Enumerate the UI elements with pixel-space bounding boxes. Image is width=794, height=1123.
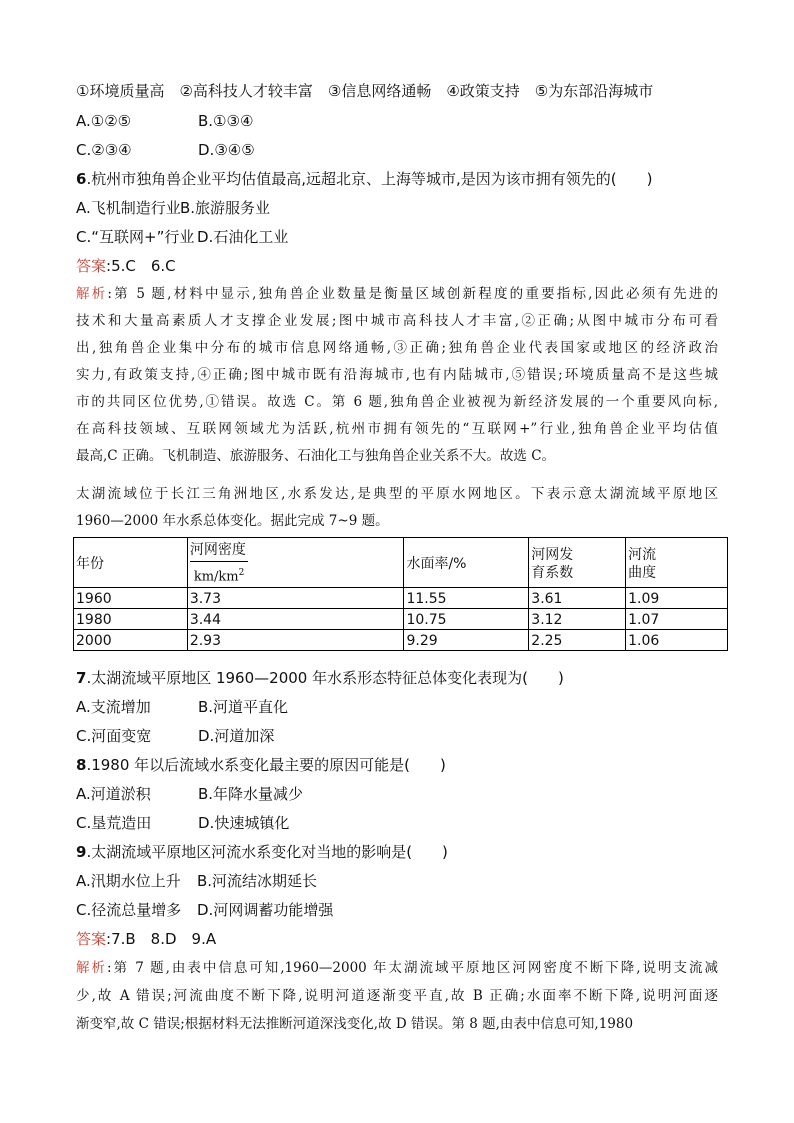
q7-option-a: A.支流增加 <box>76 698 151 716</box>
table-header-row <box>74 538 728 588</box>
analysis-2-line-3: 渐变窄,故 C 错误;根据材料无法推断河道深浅变化,故 D 错误。第 8 题,由表中信息可知,1980 <box>76 1016 634 1032</box>
q7-options-row-1 <box>76 697 288 717</box>
header-network-coeff: 河网发 育系数 <box>529 538 626 588</box>
q6-text: .杭州市独角兽企业平均估值最高,远超北京、上海等城市,是因为该市拥有领先的( ) <box>86 170 653 188</box>
table-row <box>74 609 728 630</box>
cell-network-coeff: 3.12 <box>529 609 626 630</box>
table-row <box>74 630 728 651</box>
q8-option-b: B.年降水量减少 <box>198 785 304 803</box>
analysis-2-line-2: 少,故 A 错误;河流曲度不断下降,说明河道逐渐变平直,故 B 正确;水面率不断下降,说明河面逐 <box>76 988 718 1004</box>
q9-options-row-1 <box>76 871 317 891</box>
analysis-1-line-2: 技术和大量高素质人才支撑企业发展;图中城市高科技人才丰富,②正确;从图中城市分布可看 <box>76 313 718 329</box>
q9-option-b: B.河流结冰期延长 <box>197 872 318 890</box>
answer-text: :5.C 6.C <box>106 257 176 275</box>
q6-options-row-1 <box>76 198 270 218</box>
cell-year: 1980 <box>74 609 188 630</box>
q8-text: .1980 年以后流域水系变化最主要的原因可能是( ) <box>86 756 446 774</box>
q5-option-b: B.①③④ <box>198 112 254 130</box>
q9-option-a: A.汛期水位上升 <box>76 872 181 890</box>
table-row <box>74 588 728 609</box>
cell-network-coeff: 2.25 <box>529 630 626 651</box>
q8-number: 8 <box>76 756 87 774</box>
q5-option-c: C.②③④ <box>76 141 132 159</box>
cell-network-coeff: 3.61 <box>529 588 626 609</box>
material-line-1: 太湖流域位于长江三角洲地区,水系发达,是典型的平原水网地区。下表示意太湖流域平原地区 <box>76 486 718 502</box>
header-density-label: 河网密度 <box>189 541 246 558</box>
analysis-1-line-6: 在高科技领域、互联网领域尤为活跃,杭州市拥有领先的“互联网+”行业,独角兽企业平均估值 <box>76 421 718 437</box>
analysis-label: 解析 <box>76 286 108 302</box>
q6-option-a: A.飞机制造行业 <box>76 199 181 217</box>
q7-text: .太湖流域平原地区 1960—2000 年水系形态特征总体变化表现为( ) <box>86 669 564 687</box>
analysis-1-line-3: 出,独角兽企业集中分布的城市信息网络通畅,③正确;独角兽企业代表国家或地区的经济政治 <box>76 340 718 356</box>
material-line-2: 1960—2000 年水系总体变化。据此完成 7~9 题。 <box>76 513 389 529</box>
q8-options-row-1 <box>76 784 303 804</box>
q6-option-b: B.旅游服务业 <box>180 199 271 217</box>
cell-water-ratio: 11.55 <box>404 588 529 609</box>
cell-water-ratio: 9.29 <box>404 630 529 651</box>
q8-option-c: C.垦荒造田 <box>76 814 152 832</box>
q5-option-a: A.①②⑤ <box>76 112 132 130</box>
cell-curvature: 1.09 <box>626 588 728 609</box>
q9-number: 9 <box>76 843 87 861</box>
analysis-label: 解析 <box>76 960 107 976</box>
answer-label: 答案 <box>76 930 107 948</box>
header-curvature: 河流 曲度 <box>626 538 728 588</box>
q9-text: .太湖流域平原地区河流水系变化对当地的影响是( ) <box>86 843 448 861</box>
cell-curvature: 1.06 <box>626 630 728 651</box>
analysis-1-line-4: 实力,有政策支持,④正确;图中城市既有沿海城市,也有内陆城市,⑤错误;环境质量高不是这些城 <box>76 367 718 383</box>
analysis-2-text-1: :第 7 题,由表中信息可知,1960—2000 年太湖流域平原地区河网密度不断下降,说明支流减 <box>106 960 718 976</box>
cell-density: 3.73 <box>187 588 404 609</box>
q5-items: ①环境质量高 ②高科技人才较丰富 ③信息网络通畅 ④政策支持 ⑤为东部沿海城市 <box>76 82 654 100</box>
q9-option-c: C.径流总量增多 <box>76 901 182 919</box>
header-density <box>187 538 404 588</box>
q9-options-row-2 <box>76 900 333 920</box>
cell-water-ratio: 10.75 <box>404 609 529 630</box>
cell-year: 2000 <box>74 630 188 651</box>
q8-options-row-2 <box>76 813 289 833</box>
q8-stem <box>76 755 446 775</box>
cell-curvature: 1.07 <box>626 609 728 630</box>
q6-options-row-2 <box>76 227 288 247</box>
q9-stem <box>76 842 448 862</box>
analysis-1-line-1 <box>76 284 718 304</box>
density-unit <box>190 561 249 586</box>
q5-option-d: D.③④⑤ <box>198 141 255 159</box>
cell-year: 1960 <box>74 588 188 609</box>
answer-label: 答案 <box>76 257 107 275</box>
q8-option-d: D.快速城镇化 <box>198 814 290 832</box>
density-unit-base: km/km <box>193 569 239 585</box>
q5-options-row-2 <box>76 140 255 160</box>
hydrology-table <box>73 537 728 651</box>
q7-options-row-2 <box>76 726 274 746</box>
q6-number: 6 <box>76 170 87 188</box>
cell-density: 2.93 <box>187 630 404 651</box>
cell-density: 3.44 <box>187 609 404 630</box>
analysis-1-line-7: 最高,C 正确。飞机制造、旅游服务、石油化工与独角兽企业关系不大。故选 C。 <box>76 448 556 464</box>
answer-block-2 <box>76 929 216 949</box>
analysis-2-line-1 <box>76 958 718 978</box>
analysis-1-line-5: 市的共同区位优势,①错误。故选 C。第 6 题,独角兽企业被视为新经济发展的一个重要风向标, <box>76 394 718 410</box>
q8-option-a: A.河道淤积 <box>76 785 151 803</box>
q7-stem <box>76 668 564 688</box>
answer-text: :7.B 8.D 9.A <box>106 930 217 948</box>
answer-block-1 <box>76 256 176 276</box>
header-water-ratio: 水面率/% <box>404 538 529 588</box>
density-unit-sup: 2 <box>238 567 245 578</box>
q7-option-c: C.河面变宽 <box>76 727 152 745</box>
q6-stem <box>76 169 652 189</box>
q6-option-c: C.“互联网+”行业 <box>76 228 195 246</box>
q7-option-b: B.河道平直化 <box>198 698 289 716</box>
q7-number: 7 <box>76 669 87 687</box>
header-year: 年份 <box>74 538 188 588</box>
q9-option-d: D.河网调蓄功能增强 <box>197 901 334 919</box>
q7-option-d: D.河道加深 <box>198 727 275 745</box>
analysis-1-text-1: :第 5 题,材料中显示,独角兽企业数量是衡量区域创新程度的重要指标,因此必须有先进的 <box>107 286 719 302</box>
q5-options-row-1 <box>76 111 253 131</box>
q6-option-d: D.石油化工业 <box>197 228 289 246</box>
